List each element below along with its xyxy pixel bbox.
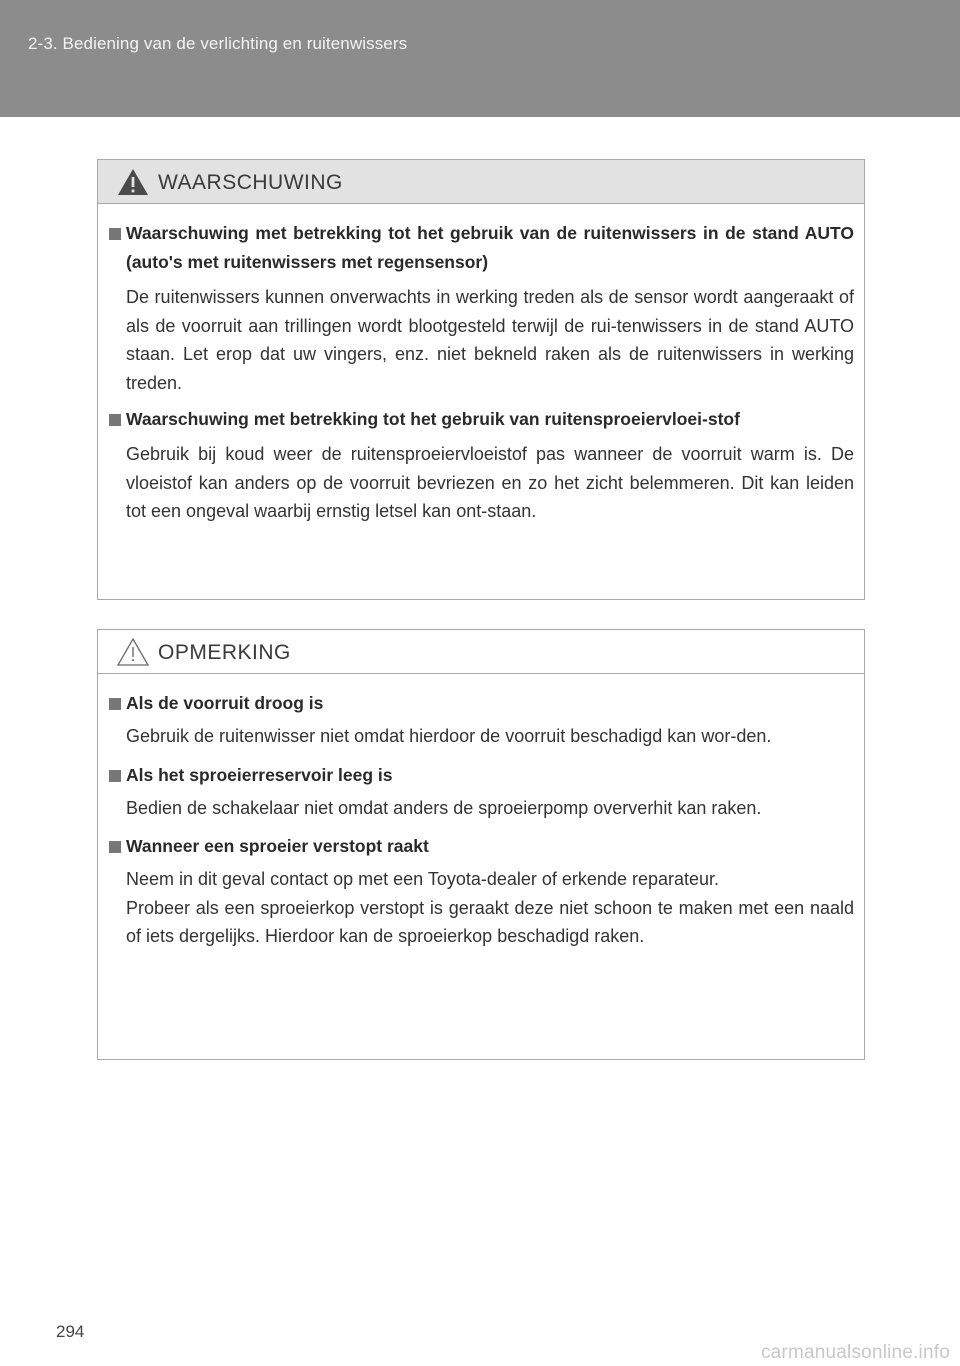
note-item-text: Bedien de schakelaar niet omdat anders de sproeierpomp oververhit kan raken. xyxy=(126,797,762,818)
watermark: carmanualsonline.info xyxy=(760,1342,950,1363)
note-item xyxy=(108,689,854,751)
note-item-text: Gebruik de ruitenwisser niet omdat hierdoor de voorruit beschadigd kan wor-den. xyxy=(126,726,772,746)
note-item-heading: Wanneer een sproeier verstopt raakt xyxy=(108,832,854,861)
warning-header xyxy=(98,160,864,204)
warning-title: WAARSCHUWING xyxy=(158,171,343,194)
square-bullet-icon xyxy=(109,228,121,240)
page-header xyxy=(0,0,960,117)
note-item-heading: Als de voorruit droog is xyxy=(108,689,854,718)
square-bullet-icon xyxy=(109,770,121,782)
page-number: 294 xyxy=(56,1322,85,1341)
note-triangle-icon xyxy=(116,637,150,667)
note-item xyxy=(108,761,854,823)
note-title: OPMERKING xyxy=(158,641,291,664)
warning-triangle-icon xyxy=(116,167,150,197)
warning-item-heading: Waarschuwing met betrekking tot het gebruik van de ruitenwissers in de stand AUTO (auto's met ruitenwissers met regensensor) xyxy=(108,219,854,277)
note-item-text: Probeer als een sproeierkop verstopt is geraakt deze niet schoon te maken met een naald of iets dergelijks. Hierdoor kan de sproeierkop beschadigd raken. xyxy=(126,897,854,946)
note-header xyxy=(98,630,864,674)
warning-item-text: Gebruik bij koud weer de ruitensproeiervloeistof pas wanneer de voorruit warm is. De vloeistof kan anders op de voorruit bevriezen en zo het zicht belemmeren. Dit kan leiden tot een ongeval waarbij ernstig letsel kan ont-staan. xyxy=(126,444,854,521)
warning-item xyxy=(108,219,854,397)
square-bullet-icon xyxy=(109,698,121,710)
warning-item-heading: Waarschuwing met betrekking tot het gebruik van ruitensproeiervloei-stof xyxy=(108,405,854,434)
warning-item-text: De ruitenwissers kunnen onverwachts in werking treden als de sensor wordt aangeraakt of als de voorruit aan trillingen wordt blootgesteld terwijl de rui-tenwissers in de stand AUTO staan. Let erop dat uw vingers, enz. niet bekneld raken als de ruitenwissers in werking treden. xyxy=(126,287,854,393)
square-bullet-icon xyxy=(109,414,121,426)
note-item-heading: Als het sproeierreservoir leeg is xyxy=(108,761,854,790)
section-title: 2-3. Bediening van de verlichting en ruitenwissers xyxy=(28,34,408,53)
note-box xyxy=(97,629,865,1060)
note-item xyxy=(108,832,854,951)
warning-item xyxy=(108,405,854,526)
note-item-text: Neem in dit geval contact op met een Toyota-dealer of erkende reparateur. xyxy=(126,869,720,889)
warning-box xyxy=(97,159,865,600)
square-bullet-icon xyxy=(109,841,121,853)
